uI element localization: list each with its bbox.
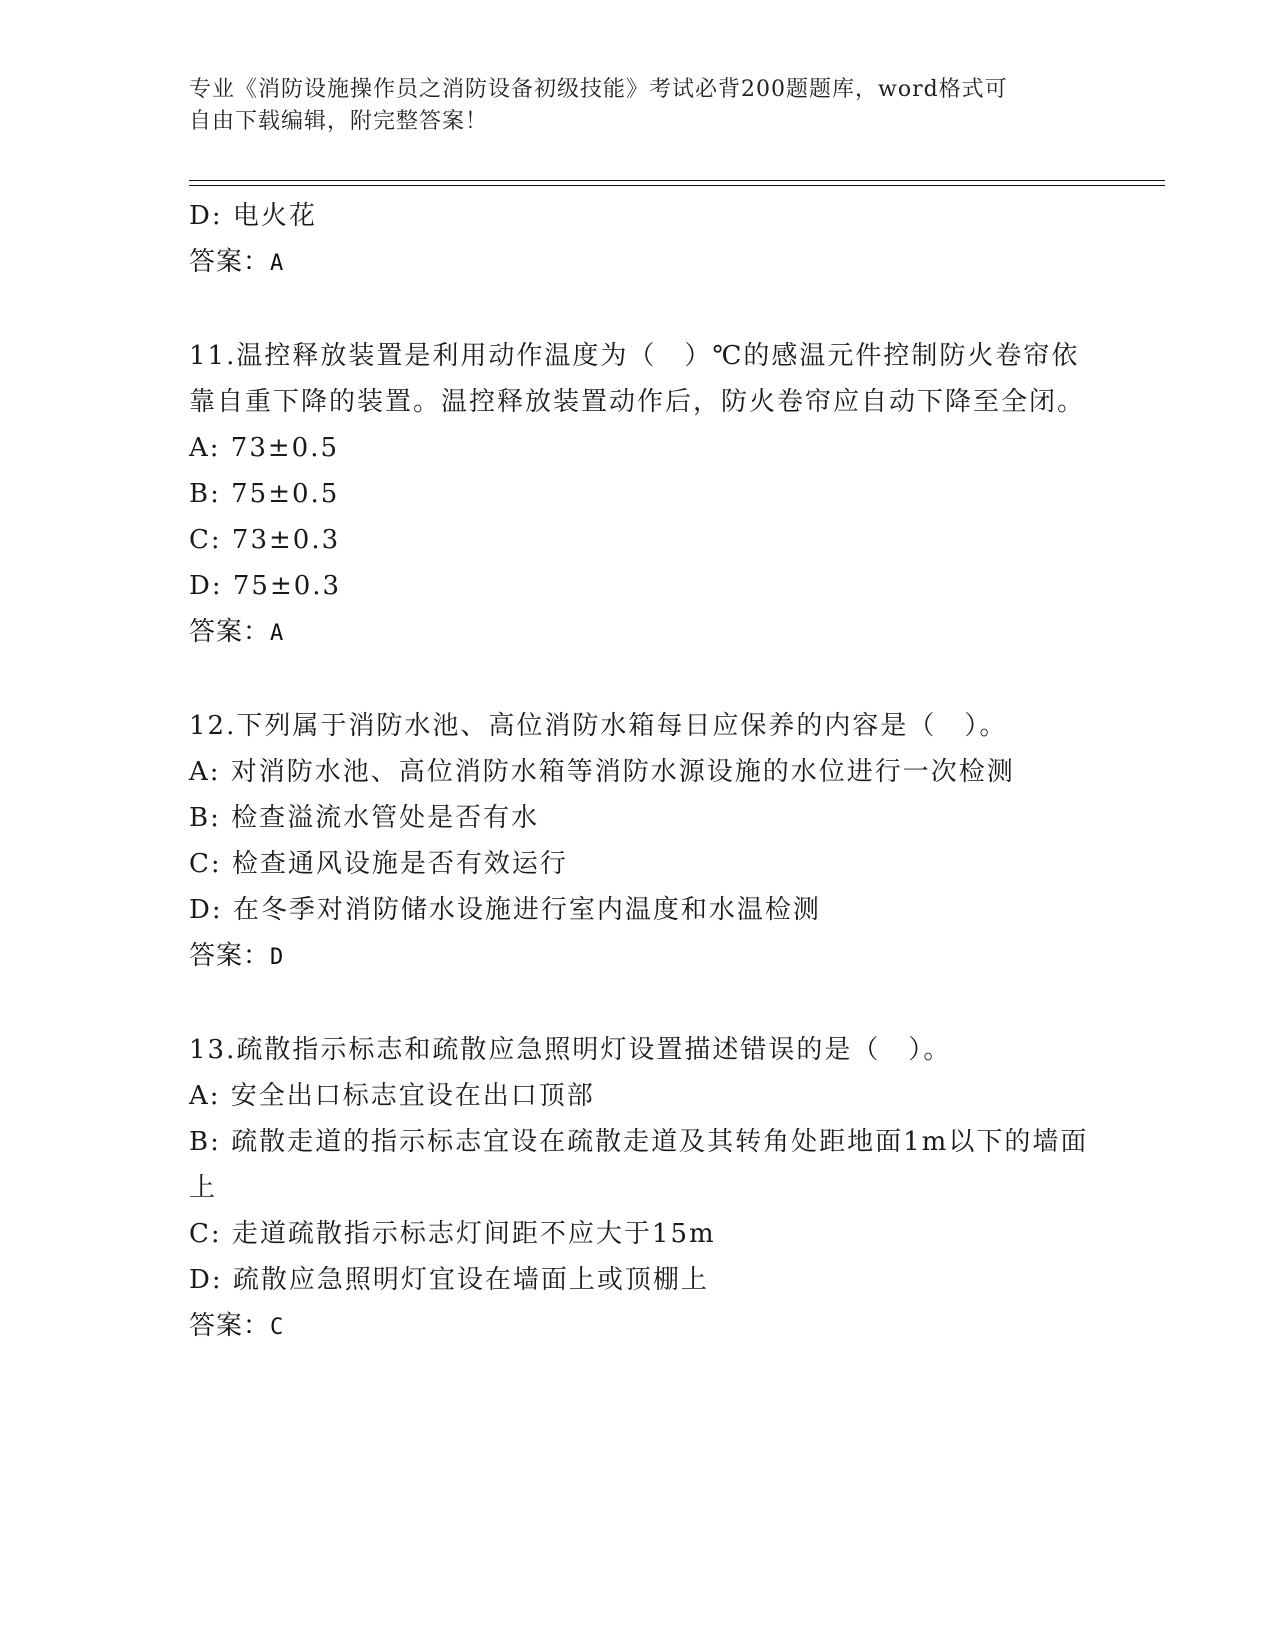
question-text: 12.下列属于消防水池、高位消防水箱每日应保养的内容是（ ）。: [189, 711, 1008, 741]
answer-label: 答案：: [189, 247, 271, 277]
answer-label: 答案：: [189, 617, 271, 647]
option-a: A: 73±0.5: [189, 433, 340, 463]
header-line-1: 专业《消防设施操作员之消防设备初级技能》考试必背200题题库，word格式可: [189, 77, 1008, 102]
answer-label: 答案：: [189, 941, 271, 971]
answer-value: D: [270, 945, 285, 970]
answer-label: 答案：: [189, 1311, 271, 1341]
question-spacer: [189, 981, 1089, 1027]
previous-question-tail: [189, 193, 1089, 287]
question-13: [189, 1027, 1089, 1351]
question-12: [189, 703, 1089, 981]
option-a: A: 安全出口标志宜设在出口顶部: [189, 1081, 595, 1111]
question-text: 13.疏散指示标志和疏散应急照明灯设置描述错误的是（ ）。: [189, 1035, 952, 1065]
answer-value: A: [270, 251, 285, 276]
option-b: B: 75±0.5: [189, 479, 340, 509]
question-text: 11.温控释放装置是利用动作温度为（ ）℃的感温元件控制防火卷帘依靠自重下降的装置。温控释放装置动作后，防火卷帘应自动下降至全闭。: [189, 341, 1086, 417]
question-spacer: [189, 287, 1089, 333]
header-line-2: 自由下载编辑，附完整答案！: [189, 109, 489, 134]
document-body: [189, 193, 1089, 1351]
option-d: D: 疏散应急照明灯宜设在墙面上或顶棚上: [189, 1265, 709, 1295]
page-header: [189, 74, 1069, 138]
option-d: D: 在冬季对消防储水设施进行室内温度和水温检测: [189, 895, 821, 925]
answer-line: [189, 609, 1089, 657]
option-c: C: 检查通风设施是否有效运行: [189, 849, 568, 879]
option-d: D: 电火花: [189, 201, 317, 231]
answer-line: [189, 933, 1089, 981]
answer-value: C: [270, 1315, 285, 1340]
question-11: [189, 333, 1089, 657]
answer-line: [189, 239, 1089, 287]
answer-line: [189, 1303, 1089, 1351]
header-divider-top: [189, 180, 1165, 181]
answer-value: A: [270, 621, 285, 646]
question-spacer: [189, 657, 1089, 703]
option-c: C: 73±0.3: [189, 525, 341, 555]
option-c: C: 走道疏散指示标志灯间距不应大于15m: [189, 1219, 716, 1249]
option-d: D: 75±0.3: [189, 571, 342, 601]
header-divider-bottom: [189, 185, 1165, 186]
option-b: B: 检查溢流水管处是否有水: [189, 803, 540, 833]
option-b: B: 疏散走道的指示标志宜设在疏散走道及其转角处距地面1m以下的墙面上: [189, 1127, 1089, 1203]
option-a: A: 对消防水池、高位消防水箱等消防水源设施的水位进行一次检测: [189, 757, 1015, 787]
